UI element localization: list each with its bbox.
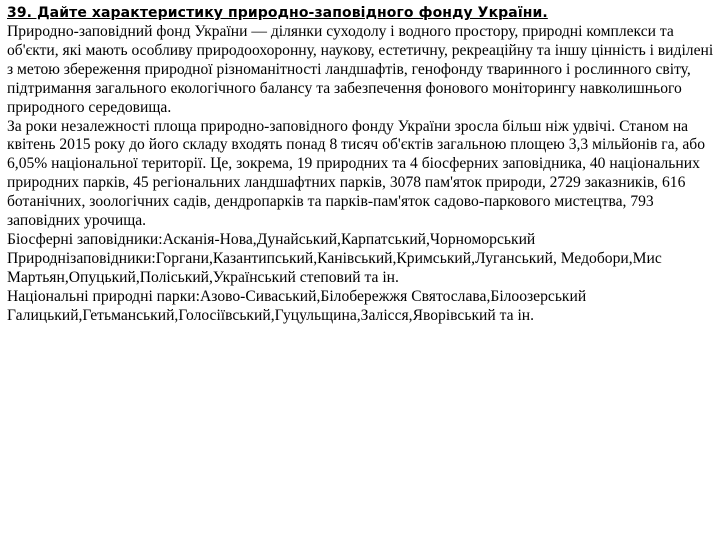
paragraph-biosphere-reserves: Біосферні заповідники:Асканія-Нова,Дунайський,Карпатський,Чорноморський Природнізаповідники:Горгани,Казантипський,Канівський,Кримський,Луганський, Медобори,Мис Мартьян,Опуцький,Поліський,Український степовий та ін.: [7, 230, 662, 286]
question-heading: 39. Дайте характеристику природно-заповідного фонду України.: [7, 5, 548, 21]
paragraph-national-parks: Національні природні парки:Азово-Сиваський,Білобережжя Святослава,Білоозерський Галицький,Гетьманський,Голосіївський,Гуцульщина,Залісся,Яворівський та ін.: [7, 287, 587, 324]
paragraph-definition: Природно-заповідний фонд України — ділянки суходолу і водного простору, природні комплекси та об'єкти, які мають особливу природоохоронну, наукову, естетичну, рекреаційну та іншу цінність і виділені з метою збереження природної різноманітності ландшафтів, генофонду тваринного і рослинного світу, підтримання загального екологічного балансу та забезпечення фонового моніторингу навколишнього природного середовища.: [7, 23, 714, 116]
paragraph-statistics: За роки незалежності площа природно-заповідного фонду України зросла більш ніж удвічі. Станом на квітень 2015 року до його складу входять понад 8 тисяч об'єктів загальною площею 3,3 мільйонів га, або 6,05% національної території. Це, зокрема, 19 природних та 4 біосферних заповідника, 40 національних природних парків, 45 регіональних ландшафтних парків, 3078 пам'яток природи, 2729 заказників, 616 ботанічних, зоологічних садів, дендропарків та парків-пам'яток садово-паркового мистецтва, 793 заповідних урочища.: [7, 117, 706, 230]
answer-body: [7, 23, 717, 326]
document-page: [7, 4, 717, 326]
